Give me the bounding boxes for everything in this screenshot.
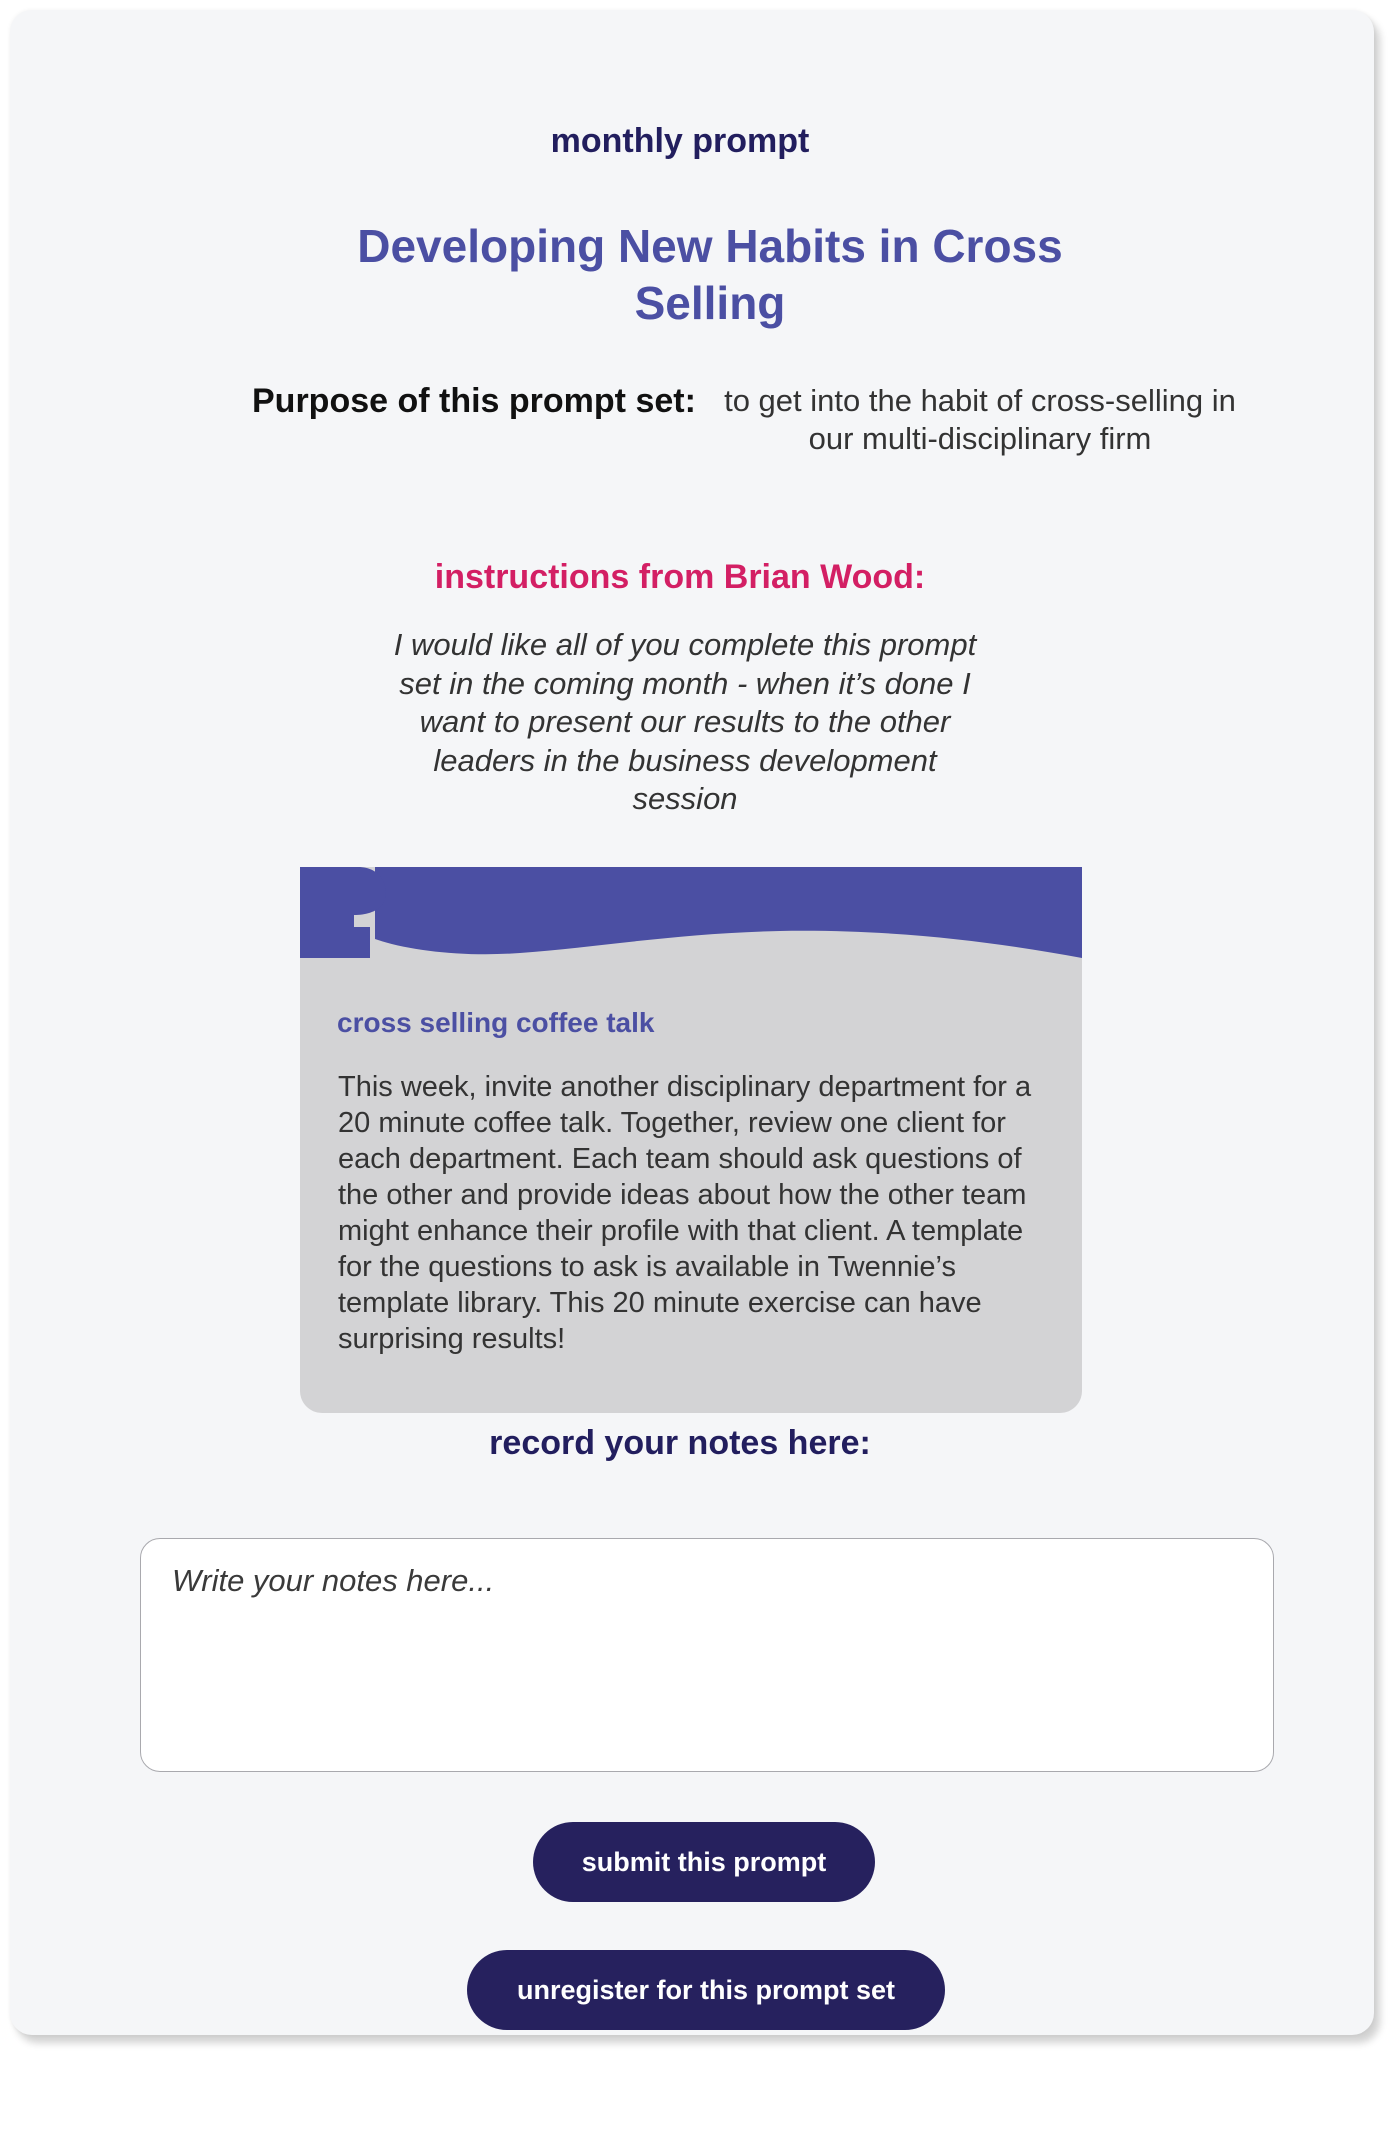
task-body: This week, invite another disciplinary department for a 20 minute coffee talk. Together, review one client for each department. Each team should ask questions of the other and provide ideas about how the other team might enhance their profile with that client. A template for the questions to ask is available in Twennie’s template library. This 20 minute exercise can have surprising results! [338,1071,1032,1355]
instructions-heading: instructions from Brian Wood: [434,558,926,596]
notes-textarea[interactable] [140,1538,1274,1772]
task-title: cross selling coffee talk [337,1007,655,1038]
prompt-card [10,10,1374,2035]
notes-heading: record your notes here: [489,1424,871,1462]
purpose-label: Purpose of this prompt set: [252,382,696,420]
purpose-text: to get into the habit of cross-selling in our multi-disciplinary firm [724,383,1236,456]
instructions-text: I would like all of you complete this prompt set in the coming month - when it’s done I want to present our results to the other leaders in the business development session [393,627,977,816]
submit-prompt-button[interactable]: submit this prompt [533,1822,875,1902]
wave-banner-graphic [300,867,1082,967]
unregister-button[interactable]: unregister for this prompt set [467,1950,945,2030]
page-title: Developing New Habits in Cross Selling [357,220,1063,329]
task-card [300,867,1082,1413]
eyebrow-label: monthly prompt [550,122,810,160]
